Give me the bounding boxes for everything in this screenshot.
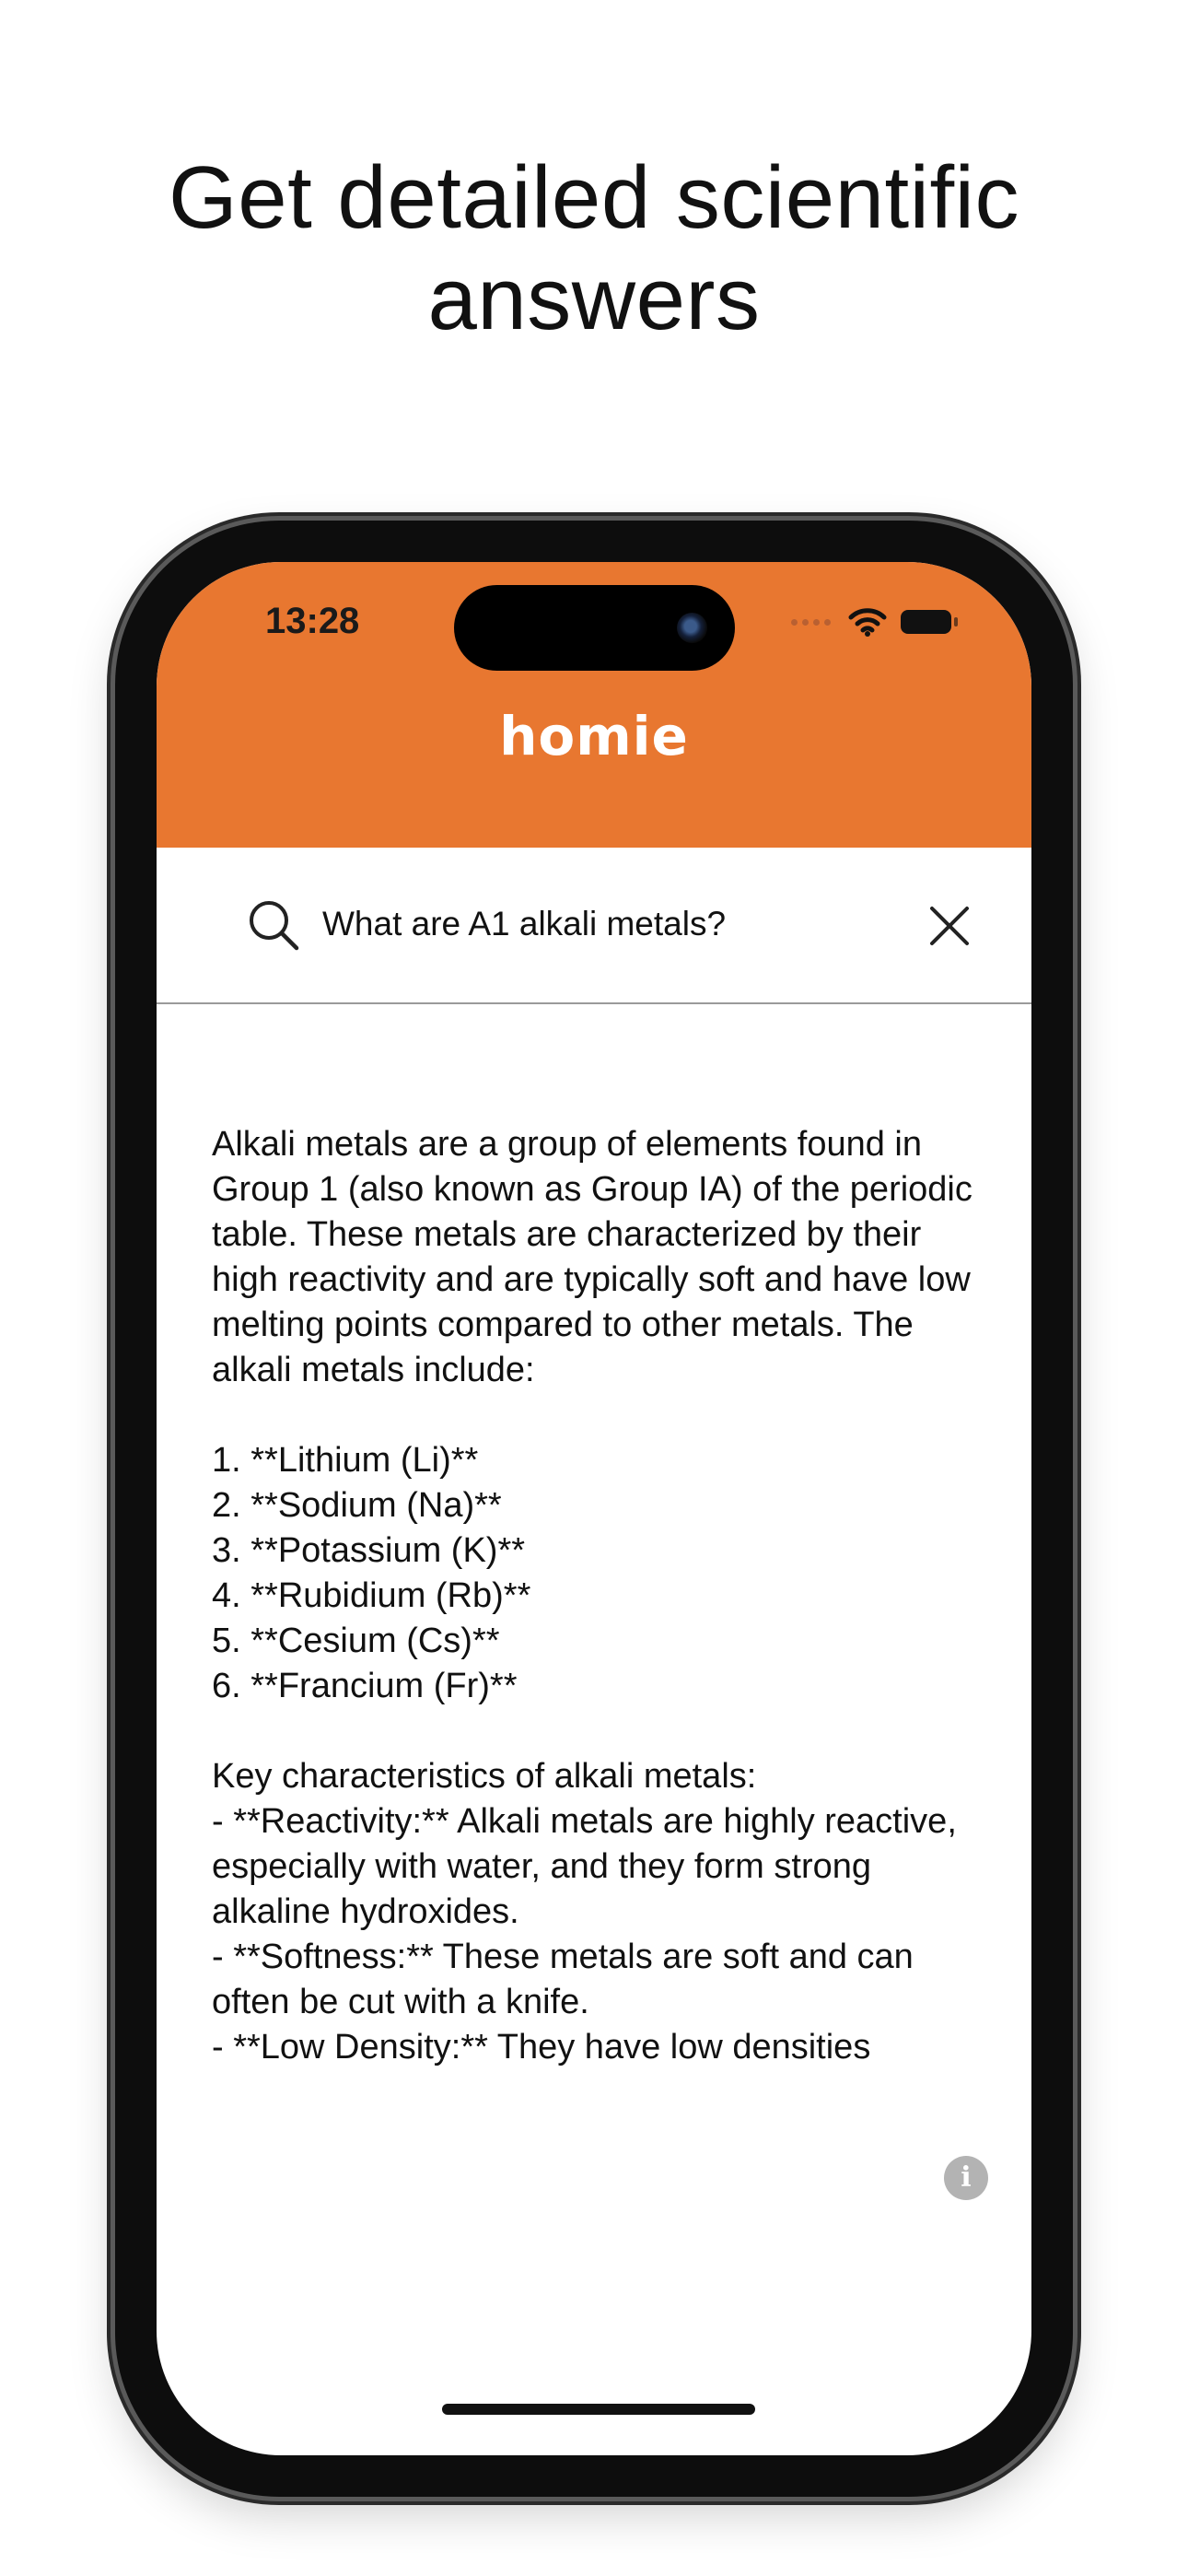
phone-frame bbox=[115, 521, 1073, 2497]
promo-headline-line-2: answers bbox=[427, 250, 761, 348]
app-logo: homie bbox=[499, 705, 689, 767]
answer-text: Alkali metals are a group of elements found in Group 1 (also known as Group IA) of the periodic table. These metals are characterized by their high reactivity and are typically soft and have low melting points compared to other metals. The alkali metals include: 1. **Lithium (Li)** 2. **Sodium (Na)** 3. **Potassium (K)** 4. **Rubidium (Rb)** 5. **Cesium (Cs)** 6. **Francium (Fr)** Key characteristics of alkali metals: - **Reactivity:** Alkali metals are highly reactive, especially with water, and they form strong alkaline hydroxides. - **Softness:** These metals are soft and can often be cut with a knife. - **Low Density:** They have low densities bbox=[212, 1125, 973, 2067]
search-bar[interactable] bbox=[157, 848, 1031, 1004]
search-icon bbox=[247, 898, 302, 954]
phone-screen bbox=[157, 562, 1031, 2455]
status-time: 13:28 bbox=[265, 601, 360, 641]
phone-power-button bbox=[1072, 1142, 1081, 1382]
dynamic-island bbox=[454, 585, 735, 671]
close-icon[interactable] bbox=[928, 905, 971, 947]
status-icons bbox=[791, 606, 960, 638]
info-icon[interactable]: i bbox=[944, 2156, 988, 2200]
app-header bbox=[157, 562, 1031, 848]
promo-headline bbox=[0, 147, 1188, 350]
front-camera-icon bbox=[677, 613, 707, 643]
cellular-signal-icon bbox=[791, 619, 831, 626]
home-indicator[interactable] bbox=[442, 2404, 755, 2415]
promo-headline-line-1: Get detailed scientific bbox=[169, 148, 1019, 247]
battery-icon bbox=[899, 607, 960, 637]
search-input[interactable]: What are A1 alkali metals? bbox=[322, 905, 727, 943]
wifi-icon bbox=[847, 606, 888, 638]
